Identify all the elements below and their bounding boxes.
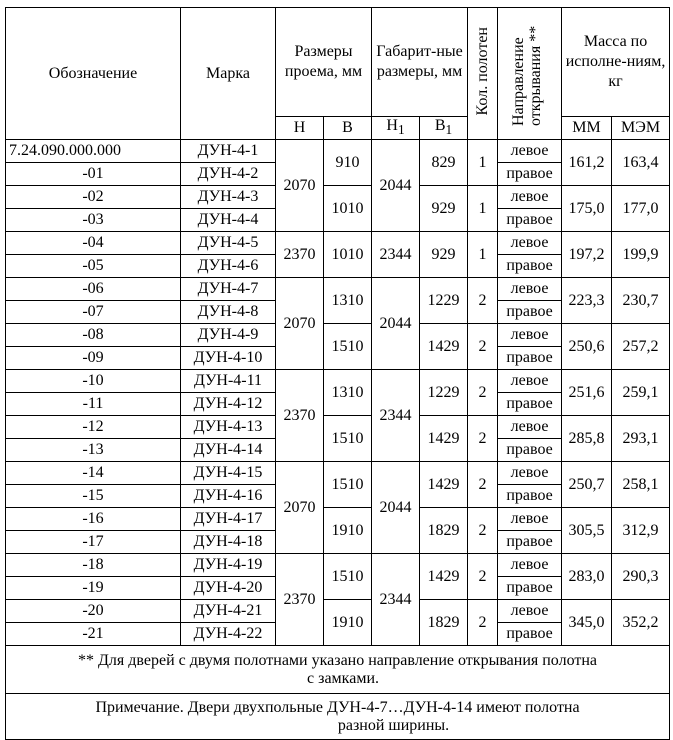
cell-B: 1910: [324, 508, 372, 554]
header-marka: Марка: [181, 8, 276, 140]
cell-H1: 2344: [372, 370, 420, 462]
cell-napravlenie: левое: [498, 370, 562, 393]
table-row: [6, 416, 670, 439]
header-razmery-proema: Размеры проема, мм: [276, 8, 372, 117]
header-MEM: МЭМ: [612, 117, 670, 140]
cell-oboznachenie: -10: [6, 370, 181, 393]
cell-B: 1510: [324, 554, 372, 600]
cell-marka: ДУН-4-8: [181, 301, 276, 324]
cell-B1: 1229: [420, 278, 468, 324]
cell-oboznachenie: -01: [6, 163, 181, 186]
cell-oboznachenie: -03: [6, 209, 181, 232]
cell-H: 2370: [276, 232, 324, 278]
cell-B: 1910: [324, 600, 372, 646]
cell-massa-mem: 352,2: [612, 600, 670, 646]
cell-B: 1510: [324, 462, 372, 508]
cell-B1: 829: [420, 140, 468, 186]
cell-oboznachenie: -06: [6, 278, 181, 301]
cell-marka: ДУН-4-1: [181, 140, 276, 163]
cell-massa-mem: 163,4: [612, 140, 670, 186]
cell-H: 2070: [276, 140, 324, 232]
spec-table-container: [5, 7, 670, 740]
cell-oboznachenie: -15: [6, 485, 181, 508]
cell-massa-mm: 197,2: [562, 232, 612, 278]
cell-marka: ДУН-4-11: [181, 370, 276, 393]
cell-kol: 1: [468, 186, 498, 232]
cell-napravlenie: правое: [498, 623, 562, 646]
cell-massa-mm: 305,5: [562, 508, 612, 554]
cell-massa-mm: 250,6: [562, 324, 612, 370]
cell-massa-mm: 223,3: [562, 278, 612, 324]
cell-massa-mm: 345,0: [562, 600, 612, 646]
cell-massa-mem: 230,7: [612, 278, 670, 324]
header-B: B: [324, 117, 372, 140]
cell-kol: 2: [468, 416, 498, 462]
door-spec-table: [5, 7, 670, 740]
cell-B1: 1429: [420, 462, 468, 508]
cell-marka: ДУН-4-2: [181, 163, 276, 186]
cell-massa-mem: 177,0: [612, 186, 670, 232]
cell-oboznachenie: -19: [6, 577, 181, 600]
footnote-line1: ** Для дверей с двумя полотнами указано направление открывания полотна: [78, 651, 598, 669]
header-massa: Масса по исполне-ниям, кг: [562, 8, 670, 117]
cell-napravlenie: правое: [498, 347, 562, 370]
cell-oboznachenie: -05: [6, 255, 181, 278]
cell-H1: 2344: [372, 232, 420, 278]
cell-massa-mm: 283,0: [562, 554, 612, 600]
cell-B1: 1829: [420, 508, 468, 554]
table-row: [6, 554, 670, 577]
cell-kol: 2: [468, 324, 498, 370]
table-row: [6, 508, 670, 531]
cell-massa-mem: 293,1: [612, 416, 670, 462]
cell-kol: 2: [468, 508, 498, 554]
note-line2: разной ширины.: [337, 716, 450, 734]
cell-oboznachenie: -12: [6, 416, 181, 439]
header-B1: $B_1$: [420, 117, 468, 140]
table-row: [6, 232, 670, 255]
cell-oboznachenie: -04: [6, 232, 181, 255]
cell-B: 1010: [324, 186, 372, 232]
cell-massa-mem: 258,1: [612, 462, 670, 508]
cell-marka: ДУН-4-19: [181, 554, 276, 577]
cell-B1: 929: [420, 232, 468, 278]
cell-H: 2370: [276, 554, 324, 646]
cell-massa-mm: 285,8: [562, 416, 612, 462]
cell-napravlenie: левое: [498, 600, 562, 623]
cell-B1: 1429: [420, 324, 468, 370]
cell-oboznachenie: -21: [6, 623, 181, 646]
header-kol-poloten-text: Кол. полотен: [474, 26, 492, 116]
cell-napravlenie: правое: [498, 531, 562, 554]
cell-marka: ДУН-4-6: [181, 255, 276, 278]
header-H: H: [276, 117, 324, 140]
header-oboznachenie: Обозначение: [6, 8, 181, 140]
cell-B: 1010: [324, 232, 372, 278]
cell-napravlenie: левое: [498, 416, 562, 439]
cell-H: 2070: [276, 462, 324, 554]
cell-marka: ДУН-4-4: [181, 209, 276, 232]
cell-massa-mm: 161,2: [562, 140, 612, 186]
table-row: [6, 278, 670, 301]
cell-marka: ДУН-4-16: [181, 485, 276, 508]
header-napravlenie-text: Направление открывания **: [509, 25, 544, 127]
cell-massa-mm: 175,0: [562, 186, 612, 232]
cell-B: 1310: [324, 370, 372, 416]
cell-oboznachenie: -20: [6, 600, 181, 623]
cell-napravlenie: левое: [498, 186, 562, 209]
cell-oboznachenie: 7.24.090.000.000: [6, 140, 181, 163]
table-row: [6, 462, 670, 485]
cell-H1: 2344: [372, 554, 420, 646]
cell-marka: ДУН-4-9: [181, 324, 276, 347]
cell-kol: 2: [468, 462, 498, 508]
cell-napravlenie: правое: [498, 163, 562, 186]
cell-napravlenie: правое: [498, 439, 562, 462]
table-row: [6, 600, 670, 623]
cell-B: 1510: [324, 324, 372, 370]
cell-marka: ДУН-4-10: [181, 347, 276, 370]
cell-napravlenie: правое: [498, 301, 562, 324]
cell-oboznachenie: -16: [6, 508, 181, 531]
cell-B: 1310: [324, 278, 372, 324]
cell-napravlenie: левое: [498, 324, 562, 347]
note-line1: Примечание. Двери двухпольные ДУН-4-7…ДУН-4-14 имеют полотна: [95, 698, 580, 716]
header-gabaritnye: Габарит-ные размеры, мм: [372, 8, 468, 117]
cell-kol: 2: [468, 370, 498, 416]
cell-B1: 1829: [420, 600, 468, 646]
cell-napravlenie: левое: [498, 508, 562, 531]
cell-napravlenie: левое: [498, 554, 562, 577]
cell-oboznachenie: -14: [6, 462, 181, 485]
cell-marka: ДУН-4-7: [181, 278, 276, 301]
cell-marka: ДУН-4-3: [181, 186, 276, 209]
cell-oboznachenie: -02: [6, 186, 181, 209]
table-row: [6, 370, 670, 393]
cell-napravlenie: правое: [498, 209, 562, 232]
cell-oboznachenie: -09: [6, 347, 181, 370]
table-row: [6, 324, 670, 347]
cell-oboznachenie: -11: [6, 393, 181, 416]
cell-kol: 2: [468, 600, 498, 646]
cell-kol: 1: [468, 232, 498, 278]
cell-oboznachenie: -13: [6, 439, 181, 462]
cell-massa-mem: 259,1: [612, 370, 670, 416]
cell-kol: 1: [468, 140, 498, 186]
footnote: [6, 646, 670, 694]
cell-napravlenie: правое: [498, 255, 562, 278]
cell-marka: ДУН-4-15: [181, 462, 276, 485]
cell-napravlenie: левое: [498, 140, 562, 163]
cell-napravlenie: правое: [498, 393, 562, 416]
cell-marka: ДУН-4-20: [181, 577, 276, 600]
cell-oboznachenie: -17: [6, 531, 181, 554]
cell-massa-mem: 199,9: [612, 232, 670, 278]
cell-B: 910: [324, 140, 372, 186]
cell-massa-mem: 290,3: [612, 554, 670, 600]
cell-kol: 2: [468, 554, 498, 600]
cell-massa-mm: 250,7: [562, 462, 612, 508]
cell-oboznachenie: -08: [6, 324, 181, 347]
cell-massa-mem: 257,2: [612, 324, 670, 370]
cell-H1: 2044: [372, 140, 420, 232]
cell-B1: 929: [420, 186, 468, 232]
cell-oboznachenie: -07: [6, 301, 181, 324]
cell-marka: ДУН-4-18: [181, 531, 276, 554]
cell-napravlenie: правое: [498, 485, 562, 508]
cell-B1: 1429: [420, 416, 468, 462]
cell-napravlenie: правое: [498, 577, 562, 600]
cell-massa-mem: 312,9: [612, 508, 670, 554]
cell-massa-mm: 251,6: [562, 370, 612, 416]
cell-marka: ДУН-4-14: [181, 439, 276, 462]
cell-marka: ДУН-4-12: [181, 393, 276, 416]
cell-marka: ДУН-4-17: [181, 508, 276, 531]
header-kol-poloten: [468, 8, 498, 140]
cell-marka: ДУН-4-13: [181, 416, 276, 439]
cell-B1: 1429: [420, 554, 468, 600]
cell-napravlenie: левое: [498, 462, 562, 485]
cell-marka: ДУН-4-5: [181, 232, 276, 255]
cell-H: 2070: [276, 278, 324, 370]
cell-oboznachenie: -18: [6, 554, 181, 577]
cell-marka: ДУН-4-21: [181, 600, 276, 623]
footnote-line2: с замками.: [307, 669, 379, 687]
cell-H1: 2044: [372, 462, 420, 554]
cell-marka: ДУН-4-22: [181, 623, 276, 646]
header-H1: $H_1$: [372, 117, 420, 140]
cell-B: 1510: [324, 416, 372, 462]
cell-H: 2370: [276, 370, 324, 462]
cell-napravlenie: левое: [498, 278, 562, 301]
header-MM: ММ: [562, 117, 612, 140]
table-row: [6, 186, 670, 209]
cell-kol: 2: [468, 278, 498, 324]
cell-H1: 2044: [372, 278, 420, 370]
table-row: [6, 140, 670, 163]
header-napravlenie: [498, 8, 562, 140]
cell-B1: 1229: [420, 370, 468, 416]
cell-napravlenie: левое: [498, 232, 562, 255]
